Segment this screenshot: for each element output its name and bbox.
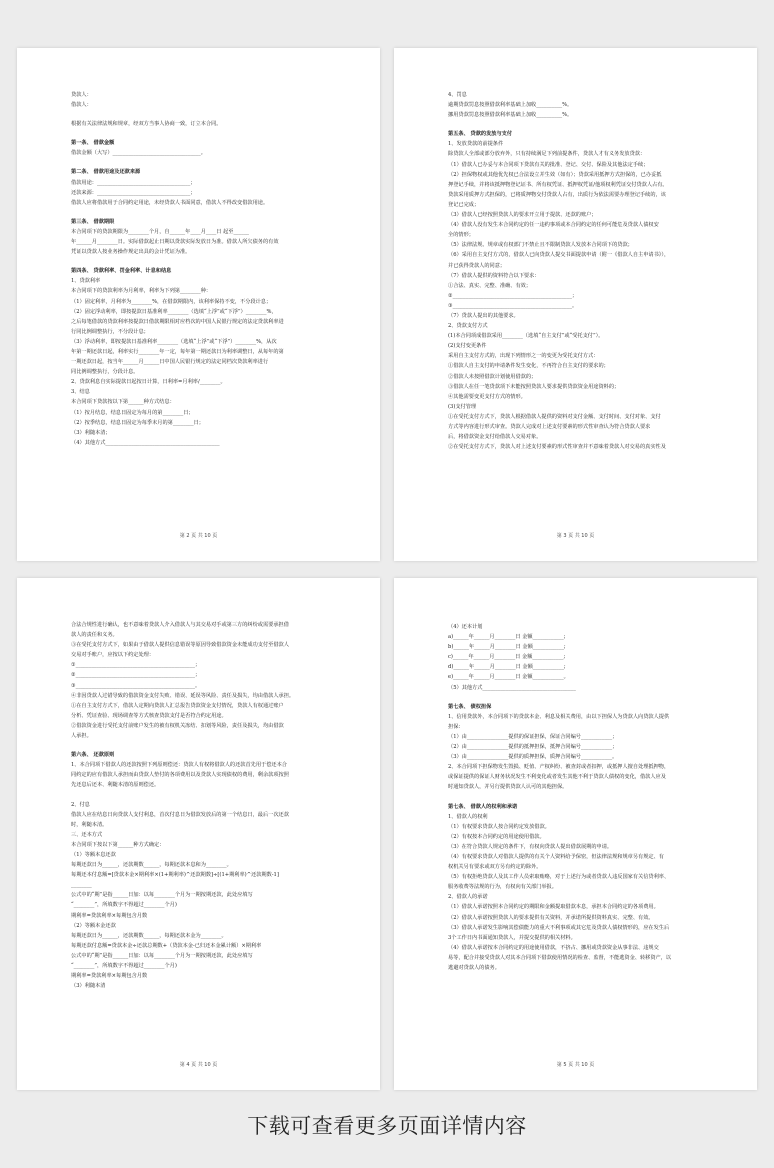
text-line: 逾期贷款罚息按照借款利率基础上加收__________%。 [448, 102, 573, 109]
text-line: 贷款人： [71, 92, 92, 98]
text-line: b)______年______月________日 金额____________; [448, 644, 566, 651]
text-line: 同比例调整执行，分段计息。 [71, 369, 139, 376]
text-line: 人承担。 [71, 733, 92, 740]
text-line: 借款人应将借款用于合同约定用途，未经贷款人书面同意，借款人不得改变借款用途。 [71, 199, 269, 206]
text-line: 除贷款人全部或部分放弃外，只有持续满足下列前提条件，贷款人才有义务发放贷款： [448, 151, 646, 158]
text-line: （1）固定利率，月利率为________%，在借款期限内，该利率保持不变，不分段计息； [71, 298, 272, 305]
text-line: 交易对手账户，应按以下约定处理： [71, 652, 155, 659]
text-line: 时，利随本清。 [71, 821, 108, 828]
text-line: （1）由________________提供的保证担保，保证合同编号____________； [448, 733, 618, 740]
text-line: 公式中的“期”是指______日加：以每________个月为一期按期还款，此处应填写 [71, 892, 253, 899]
page-footer: 第 3 页 共 10 页 [556, 533, 595, 539]
text-line: 2、本合同项下担保物发生毁损、贬值、产权纠纷、被查封或者扣押，或抵押人擅自处理抵押物， [448, 764, 670, 771]
text-line: ________ [71, 882, 92, 889]
text-line: 1、信用贷款外，本合同项下的贷款本金、利息及相关费用，由以下担保人为贷款人向贷款人提供 [448, 713, 670, 720]
text-line: ①借款人自主支付的申请条件发生变化，不再符合自主支付的要求的； [448, 363, 609, 370]
text-line: （4）借款人承诺按本合同约定的用途使用借款，不挤占、挪用或贷款资金从事非法、违规交 [448, 944, 659, 951]
document-page-2 [17, 48, 380, 561]
text-line: 押登记手续，并将该抵押物登记证书、所有权凭证、抵押权凭证/他项权利凭证交付贷款人占有。 [448, 181, 668, 188]
text-line: 借款人： [71, 102, 92, 109]
text-line: ④其他需要变更支付方式的情形。 [448, 393, 526, 400]
text-line: 先还息后还本、利随本清的原则偿还。 [71, 782, 160, 789]
text-line: 采用自主支付方式的，出现下列情形之一的变更为受托支付方式： [448, 353, 599, 360]
text-line: （1）借款人已办妥与本合同项下贷款有关的批准、登记、交付、保险及其他法定手续； [448, 161, 649, 168]
section-heading: 第五条、 贷款的发放与支付 [448, 131, 513, 138]
text-line: 2、付息 [71, 801, 90, 808]
text-line: e)______年______月________日 金额____________。 [448, 674, 569, 681]
text-line: （1）等额本息还款 [71, 851, 116, 858]
text-line: 合法合规性进行确认，也不意味着贷款人介入借款人与其交易对手或第三方的纠纷或需要承担借 [71, 622, 289, 628]
text-line: 方式等内容进行形式审查。贷款人完成对上述支付要素的形式性审查认为符合贷款人要求 [448, 424, 651, 430]
text-line: ①在受托支付方式下，贷款人根据借款人提供的资料对支付金额、支付时间、支付对象、支付 [448, 413, 661, 420]
text-line: 一期还款日起，按当年______月______日中国人民银行规定的法定同档次贷款利率进行 [71, 359, 269, 366]
text-line: 挪用贷款罚息按照借款利率基础上加收__________%。 [448, 112, 573, 119]
text-line: 年第一期还款日起，利率实行________年一定，每年第一期还款日为利率调整日，从每年的第 [71, 348, 284, 355]
section-heading: 第二条、 借款用途及还款来源 [71, 169, 141, 176]
text-line: 款人的责任和义务。 [71, 632, 118, 639]
document-page-4 [17, 578, 380, 1090]
text-line: ③______________________________________________。 [448, 302, 578, 309]
text-line: （3）在符合贷款人规定的条件下，有权向贷款人提出借款展期的申请。 [448, 843, 613, 850]
text-line: （7）贷款人提出的其他要求。 [448, 312, 519, 319]
text-line: 服务收费等法规的行为，有权向有关部门举报。 [448, 884, 557, 891]
text-line: 时通知贷款人，并另行提供贷款人认可的其他担保。 [448, 784, 568, 791]
text-line: 每期还款日为______，还款期数______，每期还款本金为________。 [71, 932, 227, 939]
section-heading: 第七条、 借款人的权利和承诺 [448, 803, 518, 810]
text-line: 逃避对贷款人的债务。 [448, 965, 500, 971]
text-line: （2）借款人承诺按照贷款人的要求提供有关资料，并承诺所提供资料真实、完整、有效。 [448, 914, 654, 921]
text-line: 3个工作日内书面通知贷款人，并提交提供的相关材料。 [448, 934, 576, 941]
page-footer: 第 4 页 共 10 页 [179, 1062, 218, 1068]
text-line: ④非因贷款人过错导致的借款资金支付失败、错误、延误等风险、责任及损失，均由借款人承担。 [71, 692, 295, 699]
text-line: （3）由________________提供的质押担保，质押合同编号____________。 [448, 754, 618, 761]
text-line: ③在受托支付方式下，如果由于借款人提供信息错误等原因导致借款资金未能成功支付至借款人 [71, 642, 289, 649]
text-line: 年______月________日。实际借款起止日期以贷款实际发放日为准。借款人所欠债务的有效 [71, 239, 279, 246]
text-line: 1、借款人的权利 [448, 813, 488, 820]
text-line: 1、贷款利率 [71, 278, 101, 285]
document-page-5 [394, 578, 757, 1090]
text-line: （2）由________________提供的抵押担保，抵押合同编号____________； [448, 744, 618, 751]
text-line: ②______________________________________________； [71, 672, 201, 679]
page-footer: 第 5 页 共 10 页 [556, 1062, 595, 1068]
text-line: （5）法律法规、规章或有权部门不禁止且不限制贷款人发放本合同项下的贷款； [448, 242, 633, 249]
text-line: d)______年______月________日 金额____________; [448, 664, 566, 671]
text-line: （1）借款人承诺按照本合同约定的期限和金额提取借款本息，承担本合同约定的各项费用。 [448, 904, 659, 911]
text-line: 同约定的应有借款人承担而由贷款人垫付的各项费用以及贷款人实现债权的费用，剩余款项按照 [71, 772, 289, 779]
text-line: 根据有关法律法规和规章，经双方当事人协商一致，订立本合同。 [71, 121, 222, 128]
section-heading: 第七条、 债权担保 [448, 703, 492, 710]
text-line: （1）按月结息，结息日固定为每月的第________日； [71, 409, 194, 416]
text-line: a)______年______月________日 金额____________; [448, 634, 566, 641]
text-line: 借款金额（大写）__________________________________。 [71, 150, 206, 157]
text-line: 本合同项下的贷款利率为月利率，利率为下列第________种： [71, 288, 212, 295]
text-line: （2）固定浮动利率，即按提款日基准利率________（选填“上浮”或“下浮”）________%， [71, 308, 277, 315]
text-line: 并已获得贷款人的同意； [448, 262, 506, 269]
text-line: 借款人应在结息日向贷款人支付利息，首次付息日为借款发放后的第一个结息日，最后一次还款 [71, 811, 289, 818]
text-line: 2、借款人的承诺 [448, 894, 488, 901]
text-line: ②借款人未按照借款计划使用借款的； [448, 373, 537, 380]
text-line: （2）担保物权或其他优先权已合法设立并生效（如有）；贷款采用抵押方式担保的，已办妥抵 [448, 171, 662, 178]
text-line: （1）有权要求贷款人按合同约定发放借款。 [448, 823, 550, 830]
text-line: ②______________________________________________； [448, 292, 578, 299]
text-line: （3）借款人已经按照贷款人的要求开立用于提款、还款的账户； [448, 212, 597, 219]
text-line: ②借款资金进行受托支付前账户发生的被有权机关冻结、扣划等风险，责任及损失，均由借款 [71, 722, 284, 729]
page-body [448, 90, 725, 452]
section-heading: 第三条、 借款期限 [71, 218, 115, 225]
text-line: （3）借款人承诺发生影响其偿债能力的重大不利事项或其它危及贷款人债权情形的，应在发生后 [448, 924, 670, 931]
text-line: ①在自主支付方式下，借款人定期向贷款人汇总报告贷款资金支付情况，贷款人有权通过账户 [71, 702, 284, 709]
text-line: 权机关另有要求或双方另有约定的除外。 [448, 864, 542, 871]
page-footer: 第 2 页 共 10 页 [179, 533, 218, 539]
text-line: 2、贷款利息自实际提款日起按日计算，日利率=月利率/________。 [71, 379, 226, 386]
text-line: （2）按季结息，结息日固定为每季末月的第________日； [71, 419, 204, 426]
text-line: 或保证提供的保证人财务状况发生不利变化或者发生其他不利于贷款人债权的变化，借款人应及 [448, 774, 666, 781]
text-line: （2）等额本金还款 [71, 922, 116, 929]
text-line: 借款用途：____________________________________； [71, 179, 196, 186]
text-line: 三、还本方式 [71, 831, 103, 838]
text-line: （3）浮动利率，即按提款日基准利率________（选填“上浮”或“下浮”）________%，从次 [71, 338, 277, 345]
text-line: 担保： [448, 723, 464, 730]
text-line: 后，将借款资金支付给借款人交易对象。 [448, 434, 542, 441]
text-line: （3）利随本清； [71, 429, 111, 436]
text-line: （4）还本计划 [448, 624, 483, 630]
text-line: (3)支付管理 [448, 403, 477, 410]
text-line: c)______年______月________日 金额____________; [448, 654, 566, 661]
text-line: ①______________________________________________； [71, 662, 201, 669]
text-line: 期利率=贷款利率×每期包含月数 [71, 973, 148, 980]
text-line: 3、结息 [71, 389, 90, 396]
text-line: ③______________________________________________。 [71, 682, 201, 689]
text-line: 之后每笔借款的贷款利率按提款日借款期限相对应档次的中国人民银行规定的法定贷款利率进 [71, 318, 284, 325]
text-line: 登记已完成； [448, 201, 480, 208]
text-line: （4）有权要求贷款人对借款人提供的有关个人资料给予保密，但法律法规和规章另有规定、有 [448, 853, 664, 860]
text-line: 本合同项下的贷款期限为________个月，自______年____月____日 起至______ [71, 228, 250, 235]
text-line: 每期还款日为______，还款期数______，每期还款本息和为________。 [71, 862, 232, 869]
text-line: （5）有权拒绝贷款人及其工作人员索取贿赂，对于上述行为或者贷款人违反国家有关信贷利率、 [448, 874, 670, 881]
text-line: （4）借款人没有发生本合同约定的任一违约事项或本合同约定的任何可能危及贷款人债权安 [448, 222, 659, 229]
text-line: （2）有权按本合同约定的用途使用借款。 [448, 833, 545, 840]
text-line: 全的情形； [448, 232, 474, 239]
text-line: 公式中的“期”是指______日加：以每________个月为一期按期还款，此处应填写 [71, 952, 253, 959]
page-body [448, 622, 725, 973]
page-body [71, 90, 348, 448]
text-line: 1、本合同项下借款人的还款按照下列原则偿还：贷款人有权将借款人的还款首先用于偿还本合 [71, 762, 287, 769]
text-line: （4）其他方式____________________________________________ [71, 439, 220, 446]
text-line: “________”，所填数字不得超过________个月) [71, 963, 177, 969]
text-line: （7）借款人提供的资料符合以下要求： [448, 272, 540, 279]
text-line: 本合同项下贷款按以下第______种方式结息： [71, 399, 175, 406]
text-line: 每期还本付息额=[贷款本金×期利率×(1+期利率)^还款期数]÷[(1+期利率)^还款期数-1] [71, 872, 279, 879]
section-heading: 第四条、 贷款利率、罚金利率、计息和结息 [71, 268, 172, 275]
section-heading: 第一条、 借款金额 [71, 140, 115, 147]
text-line: (1)本合同项成借款采用________（选填“自主支付”或“受托支付”）。 [448, 333, 604, 340]
text-line: 易等，配合并接受贷款人对其本合同项下借款使用情况的检查、监督，不能逃资金、转移资产，以 [448, 954, 672, 961]
text-line: 期利率=贷款利率×每期包含月数 [71, 912, 148, 919]
text-line: “________”，所填数字不得超过________个月) [71, 902, 177, 909]
text-line: ③借款人在任一笔贷款项下未能按照贷款人要求提供贷款资金用途资料的； [448, 383, 620, 390]
text-line: 贷款采用质押方式担保的，已将质押物交付贷款人占有，出质行为依法需要办理登记手续的，该 [448, 191, 666, 198]
text-line: 分析、凭证查验、现场调查等方式核查贷款支付是否符合约定用途。 [71, 712, 227, 719]
text-line: 凭证以贷款人按业务操作规定出具的会计凭证为准。 [71, 249, 191, 256]
text-line: ①合法、真实、完整、准确、有效； [448, 282, 532, 289]
text-line: （5）其他方式____________________________________ [448, 684, 576, 691]
text-line: 4、罚息 [448, 92, 467, 98]
document-page-3 [394, 48, 757, 561]
text-line: （3）利随本清 [71, 983, 106, 990]
text-line: (2)支付变更条件 [448, 343, 487, 350]
text-line: 每期还款付息额=贷款本金÷还款总期数+（贷款本金-已归还本金累计额）×期利率 [71, 942, 262, 949]
more-pages-caption[interactable]: 下载可查看更多页面详情内容 [247, 1114, 527, 1138]
page-body [71, 620, 348, 991]
text-line: （6）采用自主支付方式的，借款人已向贷款人提交书面提款申请（附一《借款人自主申请书》）， [448, 252, 670, 259]
section-heading: 第六条、 还款原则 [71, 752, 115, 759]
text-line: 还款来源：____________________________________； [71, 189, 196, 196]
text-line: 1、发放贷款的前提条件 [448, 141, 504, 148]
text-line: 行同比例调整执行，不分段计息； [71, 328, 149, 335]
text-line: ②在受托支付方式下，贷款人对上述支付要素的形式性审查并不意味着贷款人对交易的真实性及 [448, 444, 666, 451]
text-line: 本合同项下按以下第______种方式确定： [71, 841, 165, 848]
text-line: 2、贷款支付方式 [448, 323, 488, 330]
